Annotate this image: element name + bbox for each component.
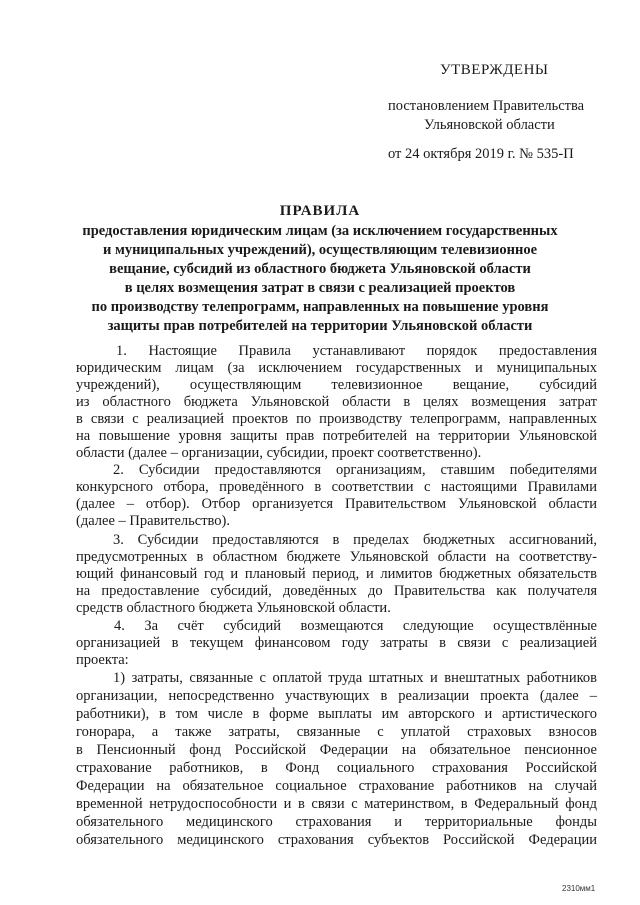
paragraph-line: организацией в текущем финансовом году затраты в связи с реализацией (76, 635, 597, 651)
paragraph-line: в связи с реализацией проектов по производству телепрограмм, направленных (76, 411, 597, 427)
paragraph-line: предусмотренных в областном бюджете Ульяновской области на соответству- (76, 549, 597, 565)
paragraph-line: организации, непосредственно участвующих в реализации проекта (далее – (76, 688, 597, 704)
subtitle-line: предоставления юридическим лицам (за исключением государственных (82, 223, 558, 239)
paragraph-line: (далее – отбор). Отбор организуется Правительством Ульяновской области (76, 496, 597, 512)
paragraph-line: ющий финансовый год и плановый период, и лимитов бюджетных обязательств (76, 566, 597, 582)
paragraph-line: юридическим лицам (за исключением государственных и муниципальных (76, 360, 597, 376)
paragraph-line: 2. Субсидии предоставляются организациям, ставшим победителями (113, 462, 597, 478)
approval-line-1: постановлением Правительства (388, 98, 585, 114)
paragraph-line: 4. За счёт субсидий возмещаются следующие осуществлённые (114, 618, 597, 634)
paragraph-line: работники), в том числе в форме выплаты им авторского и артистического (76, 706, 597, 722)
paragraph-line: конкурсного отбора, проведённого в соответствии с настоящими Правилами (76, 479, 597, 495)
paragraph-line: средств областного бюджета Ульяновской области. (76, 600, 391, 616)
subtitle-line: и муниципальных учреждений), осуществляющим телевизионное (102, 242, 538, 258)
approval-date-line: от 24 октября 2019 г. № 535-П (388, 146, 574, 162)
paragraph-line: страхование работников, в Фонд социального страхования Российской (76, 760, 597, 776)
document-title: ПРАВИЛА (279, 203, 361, 219)
subtitle-line: по производству телепрограмм, направленных на повышение уровня (91, 299, 549, 315)
paragraph-line: (далее – Правительство). (76, 513, 230, 529)
paragraph-line: Федерации на обязательное социальное страхование работников на случай (76, 778, 597, 794)
document-subtitle (0, 222, 640, 336)
paragraph-line: на предоставление субсидий, доведённых до Правительства как получателя (76, 583, 597, 599)
approved-heading: УТВЕРЖДЕНЫ (440, 62, 549, 78)
paragraph-line: 1) затраты, связанные с оплатой труда штатных и внештатных работников (113, 670, 597, 686)
subtitle-line: в целях возмещения затрат в связи с реализацией проектов (124, 280, 516, 296)
paragraph-line: обязательного медицинского страхования и территориальные фонды (76, 814, 597, 830)
paragraph-line: на повышение уровня защиты прав потребителей на территории Ульяновской (76, 428, 597, 444)
subtitle-line: вещание, субсидий из областного бюджета Ульяновской области (109, 261, 531, 277)
paragraph-line: 3. Субсидии предоставляются в пределах бюджетных ассигнований, (113, 532, 597, 548)
paragraph-line: обязательного медицинского страхования субъектов Российской Федерации (76, 832, 597, 848)
paragraph-line: гонорара, а также затраты, связанные с уплатой страховых взносов (76, 724, 597, 740)
paragraph-line: временной нетрудоспособности и в связи с материнством, в Федеральный фонд (76, 796, 597, 812)
paragraph-line: учреждений), осуществляющим телевизионное вещание, субсидий (76, 377, 597, 393)
paragraph-line: области (далее – организации, субсидии, проект соответственно). (76, 445, 482, 461)
paragraph-line: из областного бюджета Ульяновской области в целях возмещения затрат (76, 394, 597, 410)
footer-code: 2310мм1 (562, 884, 596, 893)
approval-line-2: Ульяновской области (424, 117, 555, 133)
paragraph-line: 1. Настоящие Правила устанавливают порядок предоставления (116, 343, 597, 359)
paragraph-line: в Пенсионный фонд Российской Федерации на обязательное пенсионное (76, 742, 597, 758)
paragraph-line: проекта: (76, 652, 129, 668)
subtitle-line: защиты прав потребителей на территории Ульяновской области (107, 318, 533, 334)
